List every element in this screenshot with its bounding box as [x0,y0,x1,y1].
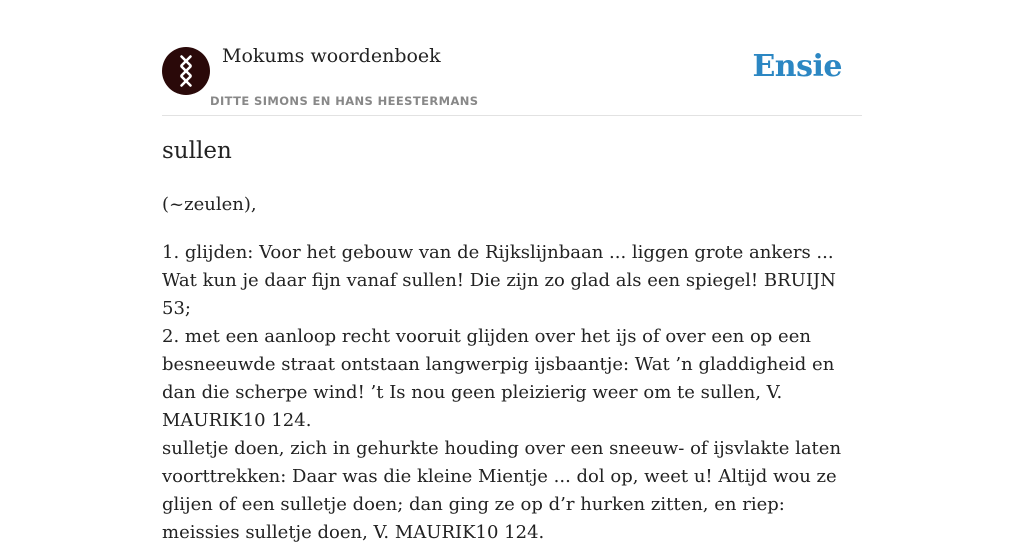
definition-line: sulletje doen, zich in gehurkte houding over een sneeuw- of ijsvlakte laten voorttrekken: Daar was die kleine Mientje ... dol op, weet u! Altijd wou ze glijen of een sulletje doen; dan ging ze op d’r hurken zitten, en riep: meissies sulletje doen, V. MAURIK10 124. [162,438,842,543]
site-title[interactable]: Mokums woordenboek [222,45,441,67]
authors-label: DITTE SIMONS EN HANS HEESTERMANS [210,94,479,108]
entry-definition [162,239,862,547]
definition-line: 2. met een aanloop recht vooruit glijden over het ijs of over een op een besneeuwde straat ontstaan langwerpig ijsbaantje: Wat ’n gladdigheid en dan die scherpe wind! ’t Is nou geen pleizierig weer om te sullen, V. MAURIK10 124. [162,326,835,431]
site-header [162,0,862,116]
entry-title: sullen [162,138,232,164]
entry-variant: (~zeulen), [162,194,257,215]
brand-logo-link[interactable]: Ensie [752,49,842,84]
definition-line: 1. glijden: Voor het gebouw van de Rijkslijnbaan ... liggen grote ankers ... Wat kun je daar fijn vanaf sullen! Die zijn zo glad als een spiegel! BRUIJN 53; [162,242,836,319]
xxx-cross-icon [162,47,210,95]
amsterdam-logo-icon[interactable] [162,47,210,95]
